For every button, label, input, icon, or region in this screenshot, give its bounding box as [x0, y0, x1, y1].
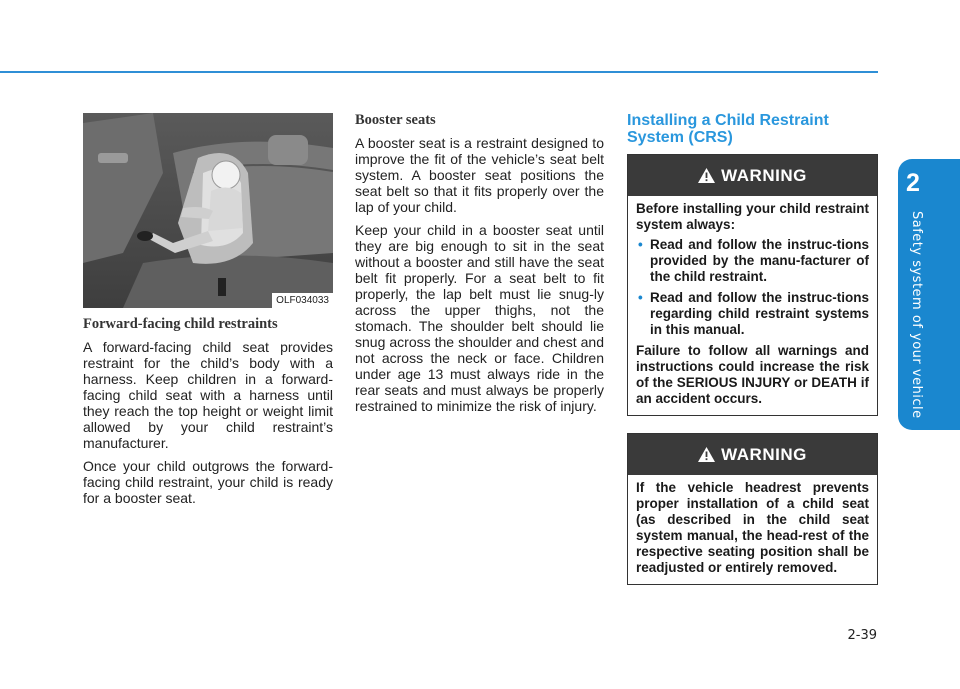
warning-2-text: If the vehicle headrest prevents proper installation of a child seat (as described in the child seat system manual, the head-rest of the respective seating position shall be readjusted or entirely removed.: [636, 480, 869, 575]
warning-box-1: [627, 154, 878, 416]
chapter-number: 2: [906, 169, 920, 197]
chapter-tab[interactable]: [898, 159, 960, 430]
warning-header-1: [628, 155, 877, 196]
warning-header-2: [628, 434, 877, 475]
section-title-installing-crs: Installing a Child Restraint System (CRS): [627, 112, 829, 146]
warning-triangle-icon: [698, 447, 715, 462]
column-booster-seats: [355, 112, 604, 414]
warning-triangle-icon: [698, 168, 715, 183]
warning-1-list: [636, 237, 869, 338]
warning-1-outro: Failure to follow all warnings and instructions could increase the risk of the SERIOUS INJURY or DEATH if an accident occurs.: [636, 343, 869, 406]
warning-label-2: WARNING: [721, 444, 807, 464]
warning-label-1: WARNING: [721, 165, 807, 185]
warning-1-bullet: • Read and follow the instruc-tions regarding child restraint systems in this manual.: [636, 290, 869, 338]
child-seat-illustration: [83, 113, 333, 308]
heading-booster-seats: Booster seats: [355, 112, 436, 128]
paragraph-forward-facing-2: Once your child outgrows the forward-facing child restraint, your child is ready for a booster seat.: [83, 458, 333, 506]
header-rule: [0, 71, 878, 73]
chapter-title: Safety system of your vehicle: [909, 211, 924, 419]
heading-forward-facing: Forward-facing child restraints: [83, 316, 278, 332]
paragraph-booster-1: A booster seat is a restraint designed to improve the fit of the vehicle’s seat belt system. A booster seat positions the seat belt so that it fits properly over the lap of your child.: [355, 135, 604, 215]
warning-1-intro: Before installing your child restraint system always:: [636, 201, 869, 232]
page-number: 2-39: [847, 628, 877, 643]
figure-code: OLF034033: [272, 293, 333, 308]
column-forward-facing: [83, 316, 333, 506]
paragraph-forward-facing-1: A forward-facing child seat provides restraint for the child’s body with a harness. Keep children in a forward-facing child seat with a harness until they reach the top height or weight limit allowed by your child restraint’s manufacturer.: [83, 339, 333, 451]
warning-1-bullet: • Read and follow the instruc-tions provided by the manu-facturer of the child restraint.: [636, 237, 869, 285]
child-seat-image: [83, 113, 333, 308]
warning-box-2: [627, 433, 878, 585]
paragraph-booster-2: Keep your child in a booster seat until they are big enough to sit in the seat without a booster and still have the seat belt fit properly. For a seat belt to fit properly, the lap belt must lie snug-ly across the upper thighs, not the stomach. The shoulder belt should lie snug across the shoulder and chest and not across the neck or face. Children under age 13 must always ride in the rear seats and must always be properly restrained to minimize the risk of injury.: [355, 222, 604, 414]
